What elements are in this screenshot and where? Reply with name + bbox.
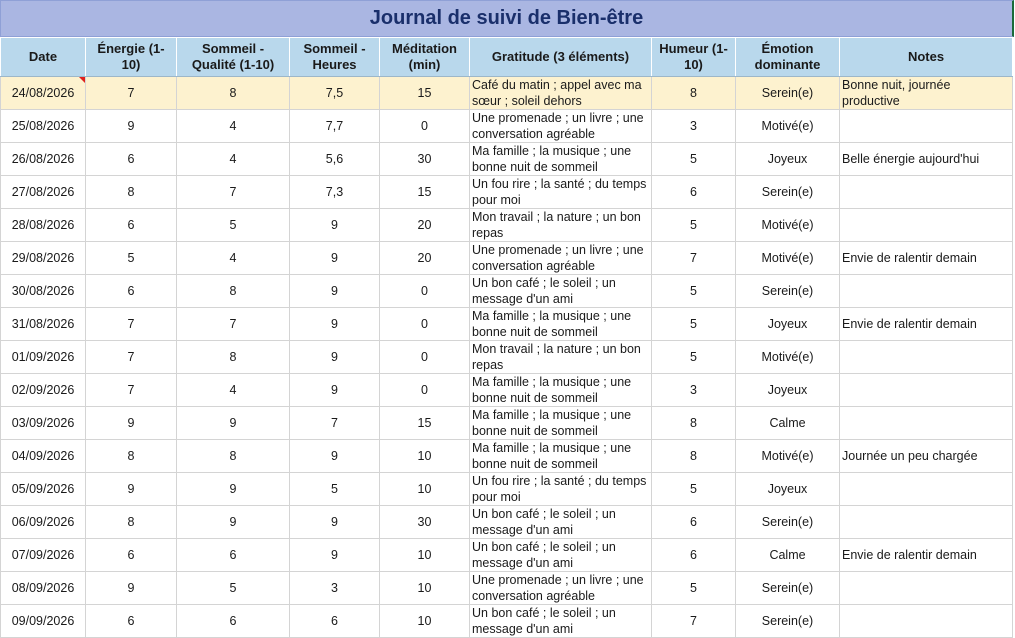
cell-meditation[interactable]: 20 <box>380 209 470 242</box>
cell-sommeil-heures[interactable]: 9 <box>290 506 380 539</box>
cell-date[interactable]: 03/09/2026 <box>1 407 86 440</box>
table-row <box>1 374 1013 407</box>
cell-date[interactable]: 26/08/2026 <box>1 143 86 176</box>
header-energie[interactable]: Énergie (1-10) <box>86 38 177 77</box>
cell-sommeil-qualite[interactable]: 4 <box>177 143 290 176</box>
cell-notes[interactable] <box>840 110 1013 143</box>
cell-emotion[interactable]: Joyeux <box>736 473 840 506</box>
cell-humeur[interactable]: 5 <box>652 209 736 242</box>
cell-sommeil-heures[interactable]: 6 <box>290 605 380 638</box>
cell-emotion[interactable]: Motivé(e) <box>736 341 840 374</box>
cell-sommeil-heures[interactable]: 9 <box>290 341 380 374</box>
cell-sommeil-heures[interactable]: 9 <box>290 209 380 242</box>
cell-date[interactable]: 30/08/2026 <box>1 275 86 308</box>
header-sommeil-heures[interactable]: Sommeil - Heures <box>290 38 380 77</box>
cell-energie[interactable]: 7 <box>86 308 177 341</box>
cell-date[interactable]: 07/09/2026 <box>1 539 86 572</box>
cell-energie[interactable]: 6 <box>86 605 177 638</box>
cell-gratitude[interactable]: Une promenade ; un livre ; une conversation agréable <box>470 110 652 143</box>
cell-gratitude[interactable]: Ma famille ; la musique ; une bonne nuit de sommeil <box>470 308 652 341</box>
cell-energie[interactable]: 9 <box>86 572 177 605</box>
cell-sommeil-heures[interactable]: 9 <box>290 374 380 407</box>
cell-meditation[interactable]: 10 <box>380 605 470 638</box>
wellbeing-table <box>0 37 1013 638</box>
cell-humeur[interactable]: 8 <box>652 77 736 110</box>
cell-energie[interactable]: 8 <box>86 176 177 209</box>
cell-meditation[interactable]: 10 <box>380 440 470 473</box>
cell-date[interactable]: 25/08/2026 <box>1 110 86 143</box>
cell-date[interactable]: 28/08/2026 <box>1 209 86 242</box>
sheet-title: Journal de suivi de Bien-être <box>369 7 644 29</box>
table-row <box>1 275 1013 308</box>
header-date[interactable]: Date <box>1 38 86 77</box>
table-row <box>1 506 1013 539</box>
cell-date[interactable]: 24/08/2026 <box>1 77 86 110</box>
cell-meditation[interactable]: 20 <box>380 242 470 275</box>
cell-energie[interactable]: 6 <box>86 275 177 308</box>
cell-sommeil-qualite[interactable]: 9 <box>177 473 290 506</box>
cell-sommeil-qualite[interactable]: 8 <box>177 440 290 473</box>
cell-gratitude[interactable]: Une promenade ; un livre ; une conversation agréable <box>470 242 652 275</box>
cell-notes[interactable]: Bonne nuit, journée productive <box>840 77 1013 110</box>
cell-emotion[interactable]: Serein(e) <box>736 176 840 209</box>
cell-sommeil-heures[interactable]: 9 <box>290 242 380 275</box>
cell-gratitude[interactable]: Un fou rire ; la santé ; du temps pour moi <box>470 473 652 506</box>
cell-gratitude[interactable]: Ma famille ; la musique ; une bonne nuit de sommeil <box>470 143 652 176</box>
cell-sommeil-qualite[interactable]: 9 <box>177 407 290 440</box>
cell-sommeil-heures[interactable]: 9 <box>290 275 380 308</box>
table-row <box>1 242 1013 275</box>
cell-emotion[interactable]: Serein(e) <box>736 506 840 539</box>
cell-notes[interactable]: Envie de ralentir demain <box>840 539 1013 572</box>
cell-sommeil-heures[interactable]: 7,7 <box>290 110 380 143</box>
comment-indicator-icon[interactable] <box>79 77 85 83</box>
cell-meditation[interactable]: 0 <box>380 374 470 407</box>
cell-emotion[interactable]: Motivé(e) <box>736 242 840 275</box>
cell-date[interactable]: 08/09/2026 <box>1 572 86 605</box>
table-row <box>1 308 1013 341</box>
cell-sommeil-qualite[interactable]: 6 <box>177 605 290 638</box>
cell-sommeil-heures[interactable]: 9 <box>290 539 380 572</box>
cell-sommeil-heures[interactable]: 5 <box>290 473 380 506</box>
cell-humeur[interactable]: 5 <box>652 341 736 374</box>
cell-gratitude[interactable]: Un bon café ; le soleil ; un message d'un ami <box>470 275 652 308</box>
cell-meditation[interactable]: 15 <box>380 77 470 110</box>
table-row <box>1 407 1013 440</box>
cell-humeur[interactable]: 5 <box>652 473 736 506</box>
cell-gratitude[interactable]: Un bon café ; le soleil ; un message d'un ami <box>470 506 652 539</box>
cell-date[interactable]: 29/08/2026 <box>1 242 86 275</box>
cell-notes[interactable] <box>840 473 1013 506</box>
cell-emotion[interactable]: Serein(e) <box>736 275 840 308</box>
cell-emotion[interactable]: Joyeux <box>736 308 840 341</box>
cell-humeur[interactable]: 3 <box>652 374 736 407</box>
cell-date[interactable]: 06/09/2026 <box>1 506 86 539</box>
table-body <box>1 77 1013 638</box>
cell-sommeil-qualite[interactable]: 5 <box>177 209 290 242</box>
cell-sommeil-qualite[interactable]: 5 <box>177 572 290 605</box>
cell-energie[interactable]: 7 <box>86 374 177 407</box>
cell-meditation[interactable]: 10 <box>380 473 470 506</box>
cell-emotion[interactable]: Serein(e) <box>736 572 840 605</box>
cell-sommeil-qualite[interactable]: 9 <box>177 506 290 539</box>
table-row <box>1 572 1013 605</box>
cell-emotion[interactable]: Motivé(e) <box>736 440 840 473</box>
cell-meditation[interactable]: 10 <box>380 539 470 572</box>
cell-meditation[interactable]: 0 <box>380 275 470 308</box>
cell-humeur[interactable]: 7 <box>652 242 736 275</box>
header-notes[interactable]: Notes <box>840 38 1013 77</box>
cell-meditation[interactable]: 0 <box>380 341 470 374</box>
cell-energie[interactable]: 9 <box>86 407 177 440</box>
cell-notes[interactable] <box>840 506 1013 539</box>
cell-sommeil-qualite[interactable]: 8 <box>177 77 290 110</box>
cell-gratitude[interactable]: Une promenade ; un livre ; une conversation agréable <box>470 572 652 605</box>
cell-notes[interactable]: Journée un peu chargée <box>840 440 1013 473</box>
cell-energie[interactable]: 7 <box>86 77 177 110</box>
table-row <box>1 341 1013 374</box>
table-row <box>1 539 1013 572</box>
cell-sommeil-heures[interactable]: 9 <box>290 440 380 473</box>
cell-energie[interactable]: 6 <box>86 209 177 242</box>
table-row <box>1 176 1013 209</box>
cell-meditation[interactable]: 10 <box>380 572 470 605</box>
table-row <box>1 77 1013 110</box>
cell-humeur[interactable]: 6 <box>652 539 736 572</box>
cell-sommeil-heures[interactable]: 9 <box>290 308 380 341</box>
header-gratitude[interactable]: Gratitude (3 éléments) <box>470 38 652 77</box>
cell-gratitude[interactable]: Ma famille ; la musique ; une bonne nuit de sommeil <box>470 440 652 473</box>
cell-notes[interactable] <box>840 407 1013 440</box>
cell-meditation[interactable]: 0 <box>380 110 470 143</box>
cell-emotion[interactable]: Motivé(e) <box>736 110 840 143</box>
cell-humeur[interactable]: 5 <box>652 275 736 308</box>
cell-notes[interactable]: Envie de ralentir demain <box>840 308 1013 341</box>
cell-notes[interactable] <box>840 176 1013 209</box>
cell-emotion[interactable]: Serein(e) <box>736 605 840 638</box>
cell-energie[interactable]: 6 <box>86 143 177 176</box>
cell-sommeil-heures[interactable]: 7,5 <box>290 77 380 110</box>
cell-emotion[interactable]: Calme <box>736 539 840 572</box>
header-humeur[interactable]: Humeur (1-10) <box>652 38 736 77</box>
table-row <box>1 143 1013 176</box>
cell-sommeil-qualite[interactable]: 4 <box>177 242 290 275</box>
cell-date[interactable]: 02/09/2026 <box>1 374 86 407</box>
cell-energie[interactable]: 5 <box>86 242 177 275</box>
cell-humeur[interactable]: 8 <box>652 440 736 473</box>
cell-sommeil-qualite[interactable]: 8 <box>177 275 290 308</box>
cell-sommeil-heures[interactable]: 7 <box>290 407 380 440</box>
cell-meditation[interactable]: 30 <box>380 143 470 176</box>
cell-gratitude[interactable]: Ma famille ; la musique ; une bonne nuit de sommeil <box>470 407 652 440</box>
cell-meditation[interactable]: 30 <box>380 506 470 539</box>
header-emotion[interactable]: Émotion dominante <box>736 38 840 77</box>
cell-gratitude[interactable]: Un fou rire ; la santé ; du temps pour moi <box>470 176 652 209</box>
cell-humeur[interactable]: 5 <box>652 308 736 341</box>
cell-date[interactable]: 09/09/2026 <box>1 605 86 638</box>
cell-sommeil-qualite[interactable]: 4 <box>177 374 290 407</box>
spreadsheet-grid[interactable] <box>0 37 1015 636</box>
cell-sommeil-qualite[interactable]: 8 <box>177 341 290 374</box>
table-row <box>1 605 1013 638</box>
cell-energie[interactable]: 8 <box>86 506 177 539</box>
cell-sommeil-qualite[interactable]: 7 <box>177 176 290 209</box>
table-row <box>1 440 1013 473</box>
header-sommeil-qualite[interactable]: Sommeil - Qualité (1-10) <box>177 38 290 77</box>
cell-humeur[interactable]: 6 <box>652 506 736 539</box>
cell-sommeil-heures[interactable]: 3 <box>290 572 380 605</box>
cell-gratitude[interactable]: Mon travail ; la nature ; un bon repas <box>470 209 652 242</box>
cell-energie[interactable]: 9 <box>86 473 177 506</box>
cell-humeur[interactable]: 5 <box>652 572 736 605</box>
cell-energie[interactable]: 8 <box>86 440 177 473</box>
cell-date[interactable]: 01/09/2026 <box>1 341 86 374</box>
cell-emotion[interactable]: Calme <box>736 407 840 440</box>
cell-sommeil-heures[interactable]: 5,6 <box>290 143 380 176</box>
cell-humeur[interactable]: 3 <box>652 110 736 143</box>
cell-energie[interactable]: 6 <box>86 539 177 572</box>
cell-humeur[interactable]: 7 <box>652 605 736 638</box>
cell-notes[interactable] <box>840 605 1013 638</box>
cell-notes[interactable] <box>840 572 1013 605</box>
cell-humeur[interactable]: 6 <box>652 176 736 209</box>
cell-sommeil-qualite[interactable]: 4 <box>177 110 290 143</box>
cell-sommeil-qualite[interactable]: 7 <box>177 308 290 341</box>
cell-notes[interactable] <box>840 341 1013 374</box>
cell-meditation[interactable]: 15 <box>380 176 470 209</box>
cell-emotion[interactable]: Motivé(e) <box>736 209 840 242</box>
cell-energie[interactable]: 9 <box>86 110 177 143</box>
cell-date[interactable]: 05/09/2026 <box>1 473 86 506</box>
header-row <box>1 38 1013 77</box>
cell-date[interactable]: 04/09/2026 <box>1 440 86 473</box>
cell-gratitude[interactable]: Un bon café ; le soleil ; un message d'un ami <box>470 605 652 638</box>
cell-meditation[interactable]: 15 <box>380 407 470 440</box>
cell-notes[interactable]: Belle énergie aujourd'hui <box>840 143 1013 176</box>
cell-humeur[interactable]: 5 <box>652 143 736 176</box>
cell-humeur[interactable]: 8 <box>652 407 736 440</box>
cell-sommeil-heures[interactable]: 7,3 <box>290 176 380 209</box>
cell-gratitude[interactable]: Un bon café ; le soleil ; un message d'un ami <box>470 539 652 572</box>
sheet-title-banner[interactable] <box>0 0 1014 37</box>
cell-energie[interactable]: 7 <box>86 341 177 374</box>
cell-notes[interactable]: Envie de ralentir demain <box>840 242 1013 275</box>
cell-gratitude[interactable]: Mon travail ; la nature ; un bon repas <box>470 341 652 374</box>
table-row <box>1 209 1013 242</box>
table-row <box>1 110 1013 143</box>
cell-sommeil-qualite[interactable]: 6 <box>177 539 290 572</box>
cell-meditation[interactable]: 0 <box>380 308 470 341</box>
cell-gratitude[interactable]: Ma famille ; la musique ; une bonne nuit de sommeil <box>470 374 652 407</box>
cell-date[interactable]: 31/08/2026 <box>1 308 86 341</box>
cell-emotion[interactable]: Joyeux <box>736 374 840 407</box>
cell-notes[interactable] <box>840 374 1013 407</box>
cell-notes[interactable] <box>840 275 1013 308</box>
cell-date[interactable]: 27/08/2026 <box>1 176 86 209</box>
cell-emotion[interactable]: Serein(e) <box>736 77 840 110</box>
cell-notes[interactable] <box>840 209 1013 242</box>
cell-gratitude[interactable]: Café du matin ; appel avec ma sœur ; soleil dehors <box>470 77 652 110</box>
table-row <box>1 473 1013 506</box>
header-meditation[interactable]: Méditation (min) <box>380 38 470 77</box>
cell-emotion[interactable]: Joyeux <box>736 143 840 176</box>
